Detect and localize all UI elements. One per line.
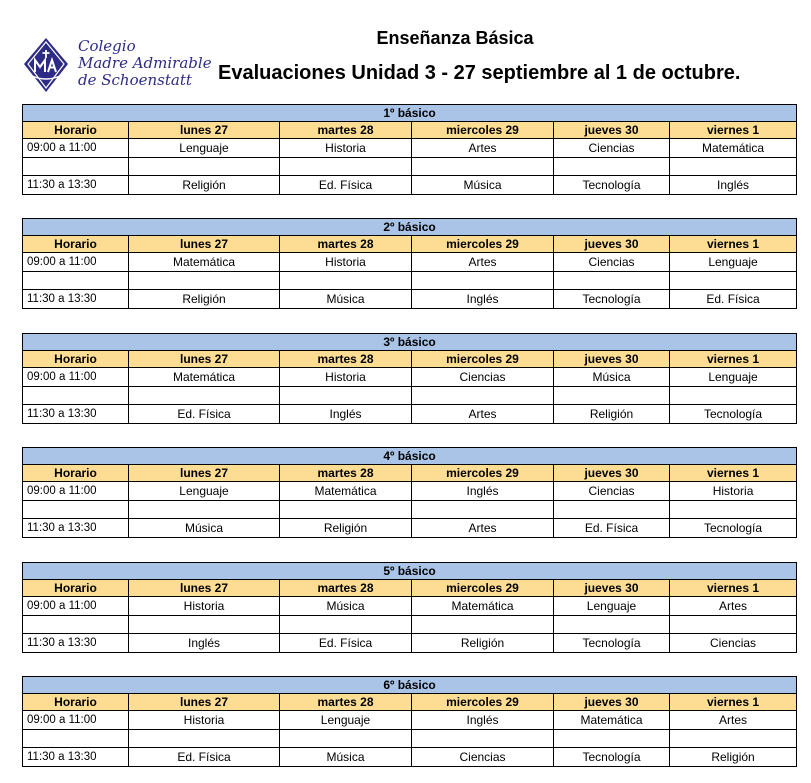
subject-cell: Matemática <box>280 482 412 501</box>
subject-cell: Inglés <box>412 482 554 501</box>
time-slot: 11:30 a 13:30 <box>23 519 129 538</box>
column-header: viernes 1 <box>670 351 797 368</box>
empty-cell <box>412 158 554 176</box>
subject-cell: Ciencias <box>554 253 670 272</box>
empty-cell <box>23 616 129 634</box>
column-header: Horario <box>23 122 129 139</box>
empty-cell <box>129 387 280 405</box>
column-header: jueves 30 <box>554 236 670 253</box>
subject-cell: Religión <box>412 634 554 653</box>
column-header: martes 28 <box>280 122 412 139</box>
grade-header-row <box>23 334 797 351</box>
table-row <box>23 597 797 616</box>
subject-cell: Matemática <box>670 139 797 158</box>
column-header: viernes 1 <box>670 465 797 482</box>
subject-cell: Inglés <box>129 634 280 653</box>
school-logo <box>22 36 70 94</box>
column-header: miercoles 29 <box>412 351 554 368</box>
grade-title: 4º básico <box>23 448 797 465</box>
column-header: lunes 27 <box>129 351 280 368</box>
empty-cell <box>129 616 280 634</box>
subject-cell: Tecnología <box>554 290 670 309</box>
school-name-line-2: Madre Admirable <box>78 54 212 72</box>
subject-cell: Historia <box>670 482 797 501</box>
subject-cell: Música <box>412 176 554 195</box>
grade-title: 2º básico <box>23 219 797 236</box>
subject-cell: Ciencias <box>412 368 554 387</box>
column-header: martes 28 <box>280 465 412 482</box>
column-header: Horario <box>23 236 129 253</box>
subject-cell: Ed. Física <box>280 634 412 653</box>
column-header: miercoles 29 <box>412 236 554 253</box>
grade-header-row <box>23 219 797 236</box>
column-header: lunes 27 <box>129 465 280 482</box>
day-header-row <box>23 580 797 597</box>
empty-cell <box>670 272 797 290</box>
column-header: miercoles 29 <box>412 122 554 139</box>
subject-cell: Música <box>280 748 412 767</box>
column-header: jueves 30 <box>554 580 670 597</box>
time-slot: 09:00 a 11:00 <box>23 368 129 387</box>
subject-cell: Matemática <box>554 711 670 730</box>
column-header: Horario <box>23 351 129 368</box>
column-header: miercoles 29 <box>412 694 554 711</box>
subject-cell: Artes <box>412 519 554 538</box>
subject-cell: Historia <box>129 597 280 616</box>
column-header: martes 28 <box>280 580 412 597</box>
column-header: lunes 27 <box>129 580 280 597</box>
table-row <box>23 139 797 158</box>
column-header: lunes 27 <box>129 122 280 139</box>
schedule-grid <box>22 562 797 653</box>
grade-title: 5º básico <box>23 563 797 580</box>
time-slot: 09:00 a 11:00 <box>23 711 129 730</box>
subject-cell: Música <box>554 368 670 387</box>
schedule-grid <box>22 333 797 424</box>
schedule-grid <box>22 676 797 767</box>
empty-cell <box>554 158 670 176</box>
column-header: miercoles 29 <box>412 465 554 482</box>
subject-cell: Ed. Física <box>280 176 412 195</box>
column-header: lunes 27 <box>129 694 280 711</box>
column-header: lunes 27 <box>129 236 280 253</box>
subject-cell: Historia <box>129 711 280 730</box>
subject-cell: Ciencias <box>554 139 670 158</box>
grade-title: 3º básico <box>23 334 797 351</box>
subject-cell: Inglés <box>412 290 554 309</box>
time-slot: 09:00 a 11:00 <box>23 253 129 272</box>
empty-cell <box>554 730 670 748</box>
empty-cell <box>23 158 129 176</box>
empty-cell <box>412 387 554 405</box>
time-slot: 11:30 a 13:30 <box>23 405 129 424</box>
subject-cell: Ed. Física <box>554 519 670 538</box>
column-header: Horario <box>23 465 129 482</box>
subject-cell: Ciencias <box>412 748 554 767</box>
empty-cell <box>129 158 280 176</box>
subject-cell: Historia <box>280 368 412 387</box>
subject-cell: Artes <box>670 597 797 616</box>
time-slot: 11:30 a 13:30 <box>23 748 129 767</box>
empty-cell <box>280 730 412 748</box>
empty-cell <box>280 158 412 176</box>
day-header-row <box>23 236 797 253</box>
subject-cell: Artes <box>412 253 554 272</box>
empty-cell <box>280 272 412 290</box>
subject-cell: Lenguaje <box>129 139 280 158</box>
empty-cell <box>23 387 129 405</box>
column-header: jueves 30 <box>554 351 670 368</box>
column-header: martes 28 <box>280 236 412 253</box>
grade-header-row <box>23 105 797 122</box>
empty-cell <box>412 272 554 290</box>
blank-row <box>23 387 797 405</box>
table-row <box>23 405 797 424</box>
schedule-table <box>22 218 796 309</box>
blank-row <box>23 730 797 748</box>
table-row <box>23 748 797 767</box>
day-header-row <box>23 351 797 368</box>
subject-cell: Lenguaje <box>554 597 670 616</box>
subject-cell: Artes <box>412 139 554 158</box>
empty-cell <box>412 616 554 634</box>
column-header: jueves 30 <box>554 694 670 711</box>
subject-cell: Inglés <box>412 711 554 730</box>
empty-cell <box>129 501 280 519</box>
schedule-table <box>22 676 796 767</box>
column-header: jueves 30 <box>554 465 670 482</box>
subject-cell: Religión <box>129 290 280 309</box>
subject-cell: Tecnología <box>670 405 797 424</box>
grade-header-row <box>23 677 797 694</box>
subject-cell: Matemática <box>129 368 280 387</box>
subject-cell: Música <box>129 519 280 538</box>
page-title: Enseñanza Básica <box>376 28 534 48</box>
empty-cell <box>23 272 129 290</box>
schedule-table <box>22 562 796 653</box>
table-row <box>23 368 797 387</box>
subject-cell: Religión <box>554 405 670 424</box>
day-header-row <box>23 465 797 482</box>
subject-cell: Ed. Física <box>670 290 797 309</box>
table-row <box>23 290 797 309</box>
subject-cell: Matemática <box>412 597 554 616</box>
empty-cell <box>554 387 670 405</box>
subject-cell: Lenguaje <box>670 253 797 272</box>
schedule-grid <box>22 104 797 195</box>
empty-cell <box>280 616 412 634</box>
table-row <box>23 253 797 272</box>
time-slot: 11:30 a 13:30 <box>23 634 129 653</box>
subject-cell: Ed. Física <box>129 405 280 424</box>
schedule-table <box>22 333 796 424</box>
page-header <box>0 0 811 104</box>
school-name <box>78 38 212 89</box>
subject-cell: Lenguaje <box>670 368 797 387</box>
subject-cell: Artes <box>412 405 554 424</box>
time-slot: 11:30 a 13:30 <box>23 176 129 195</box>
grade-title: 1º básico <box>23 105 797 122</box>
empty-cell <box>412 501 554 519</box>
grade-title: 6º básico <box>23 677 797 694</box>
subject-cell: Ed. Física <box>129 748 280 767</box>
column-header: martes 28 <box>280 351 412 368</box>
page-subtitle: Evaluaciones Unidad 3 - 27 septiembre al 1 de octubre. <box>218 62 741 84</box>
column-header: viernes 1 <box>670 580 797 597</box>
blank-row <box>23 158 797 176</box>
grade-header-row <box>23 448 797 465</box>
subject-cell: Historia <box>280 253 412 272</box>
school-name-line-1: Colegio <box>78 37 136 55</box>
table-row <box>23 711 797 730</box>
column-header: Horario <box>23 580 129 597</box>
empty-cell <box>670 616 797 634</box>
subject-cell: Matemática <box>129 253 280 272</box>
empty-cell <box>554 501 670 519</box>
column-header: viernes 1 <box>670 694 797 711</box>
subject-cell: Tecnología <box>670 519 797 538</box>
time-slot: 09:00 a 11:00 <box>23 482 129 501</box>
time-slot: 11:30 a 13:30 <box>23 290 129 309</box>
empty-cell <box>23 730 129 748</box>
subject-cell: Ciencias <box>554 482 670 501</box>
empty-cell <box>670 501 797 519</box>
subject-cell: Religión <box>670 748 797 767</box>
empty-cell <box>670 730 797 748</box>
blank-row <box>23 616 797 634</box>
column-header: Horario <box>23 694 129 711</box>
subject-cell: Lenguaje <box>129 482 280 501</box>
schedule-table <box>22 447 796 538</box>
empty-cell <box>129 730 280 748</box>
school-crest-icon <box>22 36 70 94</box>
blank-row <box>23 272 797 290</box>
subject-cell: Tecnología <box>554 176 670 195</box>
schedule-grid <box>22 447 797 538</box>
time-slot: 09:00 a 11:00 <box>23 597 129 616</box>
blank-row <box>23 501 797 519</box>
subject-cell: Música <box>280 597 412 616</box>
column-header: martes 28 <box>280 694 412 711</box>
column-header: miercoles 29 <box>412 580 554 597</box>
empty-cell <box>554 272 670 290</box>
empty-cell <box>23 501 129 519</box>
empty-cell <box>280 501 412 519</box>
grade-header-row <box>23 563 797 580</box>
empty-cell <box>280 387 412 405</box>
subject-cell: Religión <box>280 519 412 538</box>
school-name-line-3: de Schoenstatt <box>78 71 192 89</box>
time-slot: 09:00 a 11:00 <box>23 139 129 158</box>
subject-cell: Inglés <box>280 405 412 424</box>
column-header: viernes 1 <box>670 122 797 139</box>
empty-cell <box>670 158 797 176</box>
empty-cell <box>670 387 797 405</box>
schedule-grid <box>22 218 797 309</box>
subject-cell: Lenguaje <box>280 711 412 730</box>
empty-cell <box>554 616 670 634</box>
empty-cell <box>412 730 554 748</box>
subject-cell: Artes <box>670 711 797 730</box>
subject-cell: Inglés <box>670 176 797 195</box>
schedule-table <box>22 104 796 195</box>
column-header: jueves 30 <box>554 122 670 139</box>
empty-cell <box>129 272 280 290</box>
column-header: viernes 1 <box>670 236 797 253</box>
day-header-row <box>23 694 797 711</box>
subject-cell: Historia <box>280 139 412 158</box>
subject-cell: Música <box>280 290 412 309</box>
day-header-row <box>23 122 797 139</box>
table-row <box>23 634 797 653</box>
subject-cell: Tecnología <box>554 748 670 767</box>
subject-cell: Religión <box>129 176 280 195</box>
subject-cell: Tecnología <box>554 634 670 653</box>
table-row <box>23 519 797 538</box>
subject-cell: Ciencias <box>670 634 797 653</box>
table-row <box>23 482 797 501</box>
table-row <box>23 176 797 195</box>
